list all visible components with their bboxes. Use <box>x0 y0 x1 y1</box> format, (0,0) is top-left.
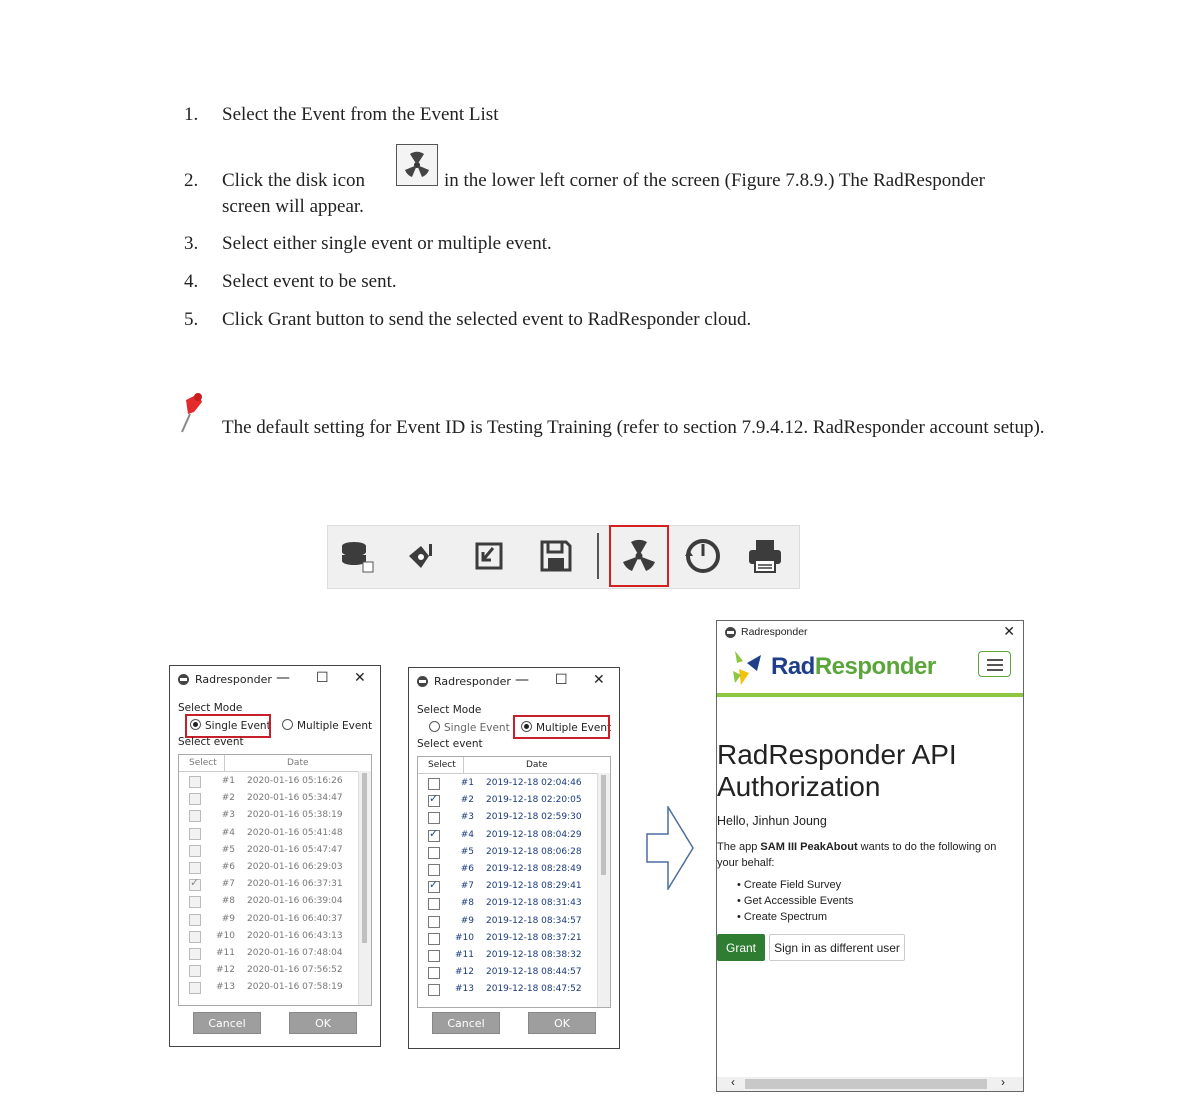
import-icon[interactable] <box>466 533 512 579</box>
event-number: #4 <box>460 829 474 840</box>
checkbox[interactable] <box>189 776 201 788</box>
event-table <box>178 754 372 1006</box>
dialog-title: Radresponder <box>178 673 272 686</box>
permission-item: • Create Spectrum <box>737 911 828 923</box>
checkbox[interactable] <box>189 948 201 960</box>
event-date: 2019-12-18 08:47:52 <box>486 984 582 995</box>
permission-item: • Get Accessible Events <box>737 895 854 907</box>
table-row[interactable] <box>179 928 359 945</box>
event-date: 2019-12-18 02:04:46 <box>486 778 582 788</box>
scroll-thumb[interactable] <box>745 1079 987 1089</box>
checkbox[interactable] <box>428 812 440 824</box>
table-row[interactable] <box>418 981 598 998</box>
event-date: 2019-12-18 02:20:05 <box>486 795 582 806</box>
close-icon[interactable]: ✕ <box>354 670 366 686</box>
hamburger-menu-icon[interactable] <box>978 651 1011 677</box>
checkbox[interactable] <box>428 950 440 962</box>
event-table <box>417 756 611 1008</box>
table-row[interactable] <box>179 807 359 824</box>
permission-item: • Create Field Survey <box>737 879 842 891</box>
pushpin-icon <box>176 388 208 440</box>
page-heading: RadResponder API Authorization <box>717 739 957 802</box>
toolbar-separator <box>597 533 599 579</box>
close-icon[interactable]: ✕ <box>593 672 605 688</box>
radio-empty-icon <box>429 721 440 732</box>
table-row[interactable] <box>418 878 598 895</box>
maximize-icon[interactable]: ☐ <box>316 670 329 686</box>
select-mode-label: Select Mode <box>178 702 243 714</box>
radresponder-window <box>716 620 1024 1092</box>
table-row[interactable] <box>179 876 359 893</box>
event-date: 2020-01-16 05:16:26 <box>247 776 343 786</box>
event-number: #1 <box>221 776 235 786</box>
vertical-scrollbar[interactable] <box>358 771 371 1005</box>
table-header <box>179 755 371 772</box>
step-number: 1. <box>184 104 199 125</box>
window-title: Radresponder <box>725 626 808 638</box>
highlight-box <box>513 715 610 739</box>
radresponder-icon <box>396 144 438 186</box>
checkbox[interactable] <box>189 862 201 874</box>
table-row[interactable] <box>179 893 359 910</box>
checkbox-checked[interactable] <box>428 795 440 807</box>
checkbox-checked[interactable] <box>428 830 440 842</box>
table-row[interactable] <box>179 945 359 962</box>
sign-in-different-user-button[interactable]: Sign in as different user <box>769 934 905 961</box>
radresponder-logo-icon <box>727 647 767 687</box>
app-logo-icon <box>417 676 428 687</box>
grant-button[interactable]: Grant <box>717 934 765 961</box>
app-logo-icon <box>725 627 736 638</box>
scroll-thumb[interactable] <box>601 775 606 875</box>
single-event-radio[interactable]: Single Event <box>429 721 510 734</box>
event-number: #13 <box>216 982 235 993</box>
event-date: 2020-01-16 05:38:19 <box>247 810 343 821</box>
header-divider <box>224 755 225 771</box>
scroll-right-icon[interactable]: › <box>1001 1075 1005 1089</box>
event-date: 2019-12-18 08:37:21 <box>486 932 582 943</box>
checkbox[interactable] <box>189 810 201 822</box>
table-row[interactable] <box>418 861 598 878</box>
event-date: 2020-01-16 06:37:31 <box>247 879 343 890</box>
table-row[interactable] <box>179 962 359 979</box>
table-row[interactable] <box>179 979 359 996</box>
step-text: Select the Event from the Event List <box>222 104 499 125</box>
scroll-left-icon[interactable]: ‹ <box>731 1075 735 1089</box>
event-date: 2020-01-16 05:41:48 <box>247 827 343 838</box>
horizontal-scrollbar[interactable] <box>717 1077 1023 1091</box>
event-number: #8 <box>221 896 235 907</box>
checkbox[interactable] <box>189 793 201 805</box>
step-number: 5. <box>184 309 199 330</box>
checkbox[interactable] <box>189 931 201 943</box>
scroll-thumb[interactable] <box>362 773 367 943</box>
event-number: #7 <box>221 879 235 890</box>
multiple-event-radio[interactable]: Multiple Event <box>282 719 372 732</box>
maximize-icon[interactable]: ☐ <box>555 672 568 688</box>
highlight-box <box>185 714 271 738</box>
radresponder-logo[interactable] <box>727 647 936 687</box>
event-number: #12 <box>455 967 474 978</box>
multiple-event-dialog <box>408 667 620 1049</box>
event-date: 2019-12-18 02:59:30 <box>486 812 582 823</box>
step-number: 2. <box>184 170 199 191</box>
event-date: 2020-01-16 06:43:13 <box>247 930 343 941</box>
checkbox-checked[interactable] <box>428 881 440 893</box>
header-divider <box>463 757 464 773</box>
cancel-button[interactable]: Cancel <box>432 1012 500 1034</box>
event-number: #13 <box>455 984 474 995</box>
event-number: #3 <box>460 812 474 823</box>
col-date-header: Date <box>287 758 309 768</box>
checkbox[interactable] <box>189 845 201 857</box>
checkbox[interactable] <box>428 967 440 979</box>
checkbox-checked[interactable] <box>189 879 201 891</box>
checkbox[interactable] <box>428 778 440 790</box>
right-arrow-icon <box>646 806 694 894</box>
database-icon[interactable] <box>334 533 380 579</box>
table-header <box>418 757 610 774</box>
step-number: 4. <box>184 271 199 292</box>
event-date: 2020-01-16 06:39:04 <box>247 896 343 907</box>
checkbox[interactable] <box>189 965 201 977</box>
checkbox[interactable] <box>428 864 440 876</box>
table-row[interactable] <box>179 773 359 790</box>
table-row[interactable] <box>418 775 598 792</box>
col-select-header: Select <box>428 760 456 770</box>
single-event-radio[interactable]: Single Event <box>190 719 271 732</box>
checkbox[interactable] <box>428 847 440 859</box>
event-date: 2019-12-18 08:06:28 <box>486 846 582 857</box>
event-number: #8 <box>460 898 474 909</box>
note-text: The default setting for Event ID is Testing Training (refer to section 7.9.4.12. RadResponder account setup). <box>222 417 1045 438</box>
checkbox[interactable] <box>428 898 440 910</box>
event-number: #11 <box>216 948 235 958</box>
ok-button[interactable]: OK <box>528 1012 596 1034</box>
table-row[interactable] <box>418 930 598 947</box>
app-logo-icon <box>178 674 189 685</box>
event-date: 2020-01-16 07:56:52 <box>247 965 343 976</box>
event-number: #5 <box>460 846 474 857</box>
event-date: 2020-01-16 07:58:19 <box>247 982 343 993</box>
event-date: 2020-01-16 06:40:37 <box>247 913 343 924</box>
cancel-button[interactable]: Cancel <box>193 1012 261 1034</box>
table-row[interactable] <box>179 790 359 807</box>
header-accent-bar <box>717 693 1023 697</box>
minimize-icon[interactable]: — <box>276 670 290 686</box>
intro-text: The app SAM III PeakAbout wants to do the following on your behalf: <box>717 841 997 869</box>
event-number: #2 <box>221 793 235 804</box>
table-row[interactable] <box>179 859 359 876</box>
checkbox[interactable] <box>428 916 440 928</box>
select-mode-label: Select Mode <box>417 704 482 716</box>
greeting-text: Hello, Jinhun Joung <box>717 814 827 828</box>
event-number: #9 <box>221 913 235 924</box>
event-number: #4 <box>221 827 235 838</box>
radresponder-highlight <box>609 525 669 587</box>
event-date: 2019-12-18 08:29:41 <box>486 881 582 892</box>
event-date: 2019-12-18 08:34:57 <box>486 915 582 926</box>
table-row[interactable] <box>418 964 598 981</box>
table-row[interactable] <box>418 827 598 844</box>
table-row[interactable] <box>179 911 359 928</box>
event-number: #1 <box>460 778 474 788</box>
step-text: Click Grant button to send the selected event to RadResponder cloud. <box>222 309 752 330</box>
event-date: 2019-12-18 08:28:49 <box>486 864 582 874</box>
brand-rad: Rad <box>771 653 815 680</box>
gauge-icon[interactable] <box>680 533 726 579</box>
step-text-after: in the lower left corner of the screen (Figure 7.8.9.) The RadResponder <box>444 170 985 191</box>
save-icon[interactable] <box>533 533 579 579</box>
table-row[interactable] <box>418 895 598 912</box>
radio-empty-icon <box>282 719 293 730</box>
table-row[interactable] <box>418 947 598 964</box>
step-number: 3. <box>184 233 199 254</box>
event-number: #7 <box>460 881 474 892</box>
select-event-label: Select event <box>178 736 244 748</box>
multiple-event-radio[interactable]: Multiple Event <box>521 721 611 734</box>
dialog-title: Radresponder <box>417 675 511 688</box>
single-event-dialog <box>169 665 381 1047</box>
checkbox[interactable] <box>428 933 440 945</box>
col-select-header: Select <box>189 758 217 768</box>
table-row[interactable] <box>179 825 359 842</box>
event-number: #10 <box>216 930 235 941</box>
checkbox[interactable] <box>428 984 440 996</box>
col-date-header: Date <box>526 760 548 770</box>
event-number: #10 <box>455 932 474 943</box>
close-icon[interactable]: ✕ <box>1003 623 1015 639</box>
event-date: 2020-01-16 07:48:04 <box>247 948 343 958</box>
select-event-label: Select event <box>417 738 483 750</box>
print-icon[interactable] <box>742 533 788 579</box>
event-date: 2020-01-16 05:47:47 <box>247 844 343 855</box>
event-number: #6 <box>460 864 474 874</box>
checkbox[interactable] <box>189 896 201 908</box>
vertical-scrollbar[interactable] <box>597 773 610 1007</box>
step-text: Select either single event or multiple event. <box>222 233 552 254</box>
ok-button[interactable]: OK <box>289 1012 357 1034</box>
event-number: #3 <box>221 810 235 821</box>
event-date: 2020-01-16 06:29:03 <box>247 862 343 872</box>
step-text-before: Click the disk icon <box>222 170 366 191</box>
event-number: #9 <box>460 915 474 926</box>
table-row[interactable] <box>418 844 598 861</box>
table-row[interactable] <box>418 792 598 809</box>
step-text: Select event to be sent. <box>222 271 397 292</box>
event-date: 2019-12-18 08:04:29 <box>486 829 582 840</box>
table-row[interactable] <box>418 913 598 930</box>
minimize-icon[interactable]: — <box>515 672 529 688</box>
checkbox[interactable] <box>189 914 201 926</box>
event-number: #6 <box>221 862 235 872</box>
event-date: 2019-12-18 08:31:43 <box>486 898 582 909</box>
event-date: 2019-12-18 08:38:32 <box>486 950 582 960</box>
event-number: #2 <box>460 795 474 806</box>
checkbox[interactable] <box>189 828 201 840</box>
event-number: #11 <box>455 950 474 960</box>
table-row[interactable] <box>418 809 598 826</box>
checkbox[interactable] <box>189 982 201 994</box>
sensor-icon[interactable] <box>398 533 444 579</box>
event-date: 2019-12-18 08:44:57 <box>486 967 582 978</box>
event-date: 2020-01-16 05:34:47 <box>247 793 343 804</box>
event-number: #12 <box>216 965 235 976</box>
table-row[interactable] <box>179 842 359 859</box>
event-number: #5 <box>221 844 235 855</box>
step-text-line2: screen will appear. <box>222 196 364 217</box>
brand-responder: Responder <box>814 653 936 680</box>
